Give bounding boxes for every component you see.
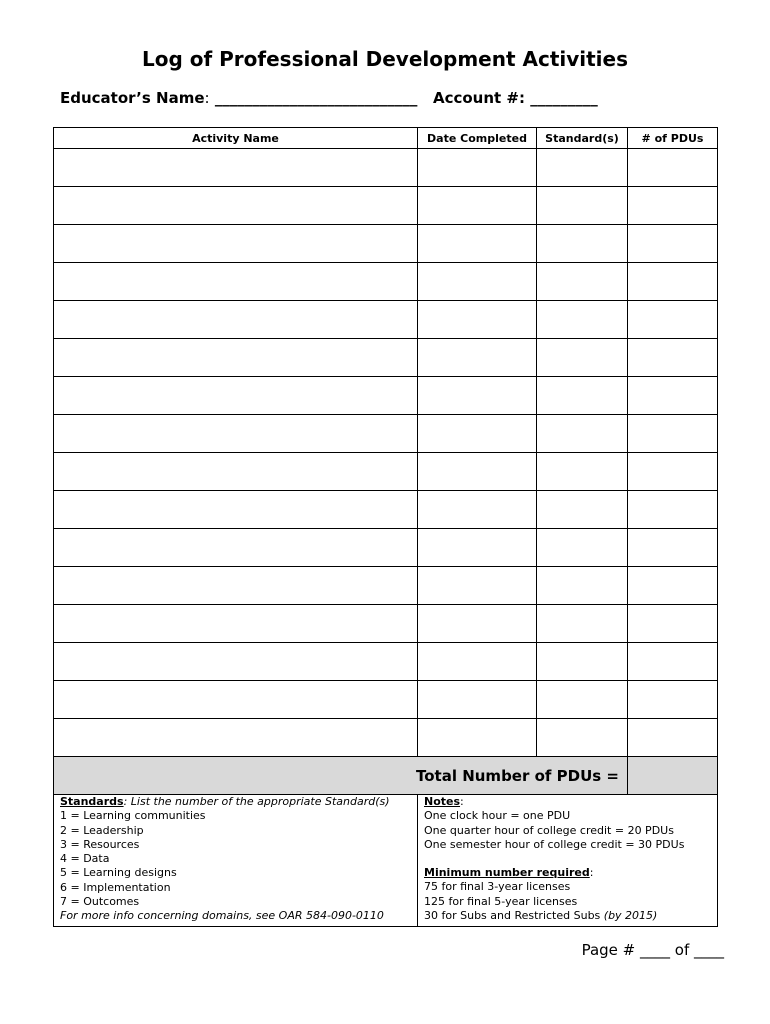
- standards-box: [54, 795, 418, 927]
- activity-name-cell[interactable]: [54, 453, 418, 491]
- standard-item: 6 = Implementation: [60, 880, 171, 894]
- table-header-row: [54, 128, 718, 149]
- table-row: [54, 377, 718, 415]
- standard-item: 3 = Resources: [60, 837, 140, 851]
- activity-name-cell[interactable]: [54, 187, 418, 225]
- date-completed-cell[interactable]: [418, 453, 537, 491]
- table-row: [54, 149, 718, 187]
- pdus-cell[interactable]: [628, 453, 718, 491]
- date-completed-cell[interactable]: [418, 187, 537, 225]
- activity-name-cell[interactable]: [54, 529, 418, 567]
- activity-log-table: [53, 127, 718, 927]
- standard-item: 4 = Data: [60, 852, 110, 866]
- table-row: [54, 681, 718, 719]
- activity-name-cell[interactable]: [54, 719, 418, 757]
- activity-name-cell[interactable]: [54, 643, 418, 681]
- educator-header: Educator’s Name: ___________________________ Account #: _________: [60, 89, 598, 107]
- date-completed-cell[interactable]: [418, 263, 537, 301]
- standards-intro: : List the number of the appropriate Standard(s): [123, 795, 390, 808]
- pdus-cell[interactable]: [628, 149, 718, 187]
- date-completed-cell[interactable]: [418, 377, 537, 415]
- pdus-cell[interactable]: [628, 529, 718, 567]
- pdus-cell[interactable]: [628, 605, 718, 643]
- minimum-label: Minimum number required: [424, 866, 590, 880]
- activity-name-cell[interactable]: [54, 339, 418, 377]
- date-completed-cell[interactable]: [418, 415, 537, 453]
- date-completed-cell[interactable]: [418, 605, 537, 643]
- pdus-cell[interactable]: [628, 643, 718, 681]
- table-row: [54, 605, 718, 643]
- standards-cell[interactable]: [537, 605, 628, 643]
- standards-cell[interactable]: [537, 415, 628, 453]
- page-number: Page # ____ of ____: [581, 941, 724, 959]
- col-standards: Standard(s): [537, 128, 628, 149]
- table-row: [54, 453, 718, 491]
- total-row: [54, 757, 718, 795]
- pdus-cell[interactable]: [628, 339, 718, 377]
- note-item: One semester hour of college credit = 30 PDUs: [424, 837, 685, 851]
- standards-cell[interactable]: [537, 377, 628, 415]
- account-field[interactable]: _________: [530, 89, 598, 107]
- standards-cell[interactable]: [537, 149, 628, 187]
- standards-cell[interactable]: [537, 719, 628, 757]
- table-row: [54, 643, 718, 681]
- date-completed-cell[interactable]: [418, 529, 537, 567]
- table-row: [54, 567, 718, 605]
- date-completed-cell[interactable]: [418, 643, 537, 681]
- pdus-cell[interactable]: [628, 491, 718, 529]
- educator-name-label: Educator’s Name: [60, 89, 205, 107]
- pdus-cell[interactable]: [628, 719, 718, 757]
- total-label: Total Number of PDUs =: [54, 757, 628, 795]
- activity-name-cell[interactable]: [54, 225, 418, 263]
- activity-log-table-wrapper: [53, 127, 718, 927]
- standards-footer: For more info concerning domains, see OAR 584-090-0110: [60, 909, 384, 923]
- activity-name-cell[interactable]: [54, 681, 418, 719]
- standards-cell[interactable]: [537, 491, 628, 529]
- pdus-cell[interactable]: [628, 225, 718, 263]
- pdus-cell[interactable]: [628, 567, 718, 605]
- total-pdus-field[interactable]: [628, 757, 718, 795]
- standards-cell[interactable]: [537, 643, 628, 681]
- note-item: One clock hour = one PDU: [424, 809, 571, 823]
- date-completed-cell[interactable]: [418, 681, 537, 719]
- pdus-cell[interactable]: [628, 263, 718, 301]
- standard-item: 1 = Learning communities: [60, 809, 206, 823]
- standard-item: 7 = Outcomes: [60, 895, 140, 909]
- page-title: Log of Professional Development Activities: [141, 47, 629, 71]
- activity-name-cell[interactable]: [54, 263, 418, 301]
- table-row: [54, 719, 718, 757]
- standard-item: 2 = Leadership: [60, 823, 144, 837]
- date-completed-cell[interactable]: [418, 301, 537, 339]
- date-completed-cell[interactable]: [418, 567, 537, 605]
- table-row: [54, 301, 718, 339]
- standards-cell[interactable]: [537, 529, 628, 567]
- minimum-item: 125 for final 5-year licenses: [424, 894, 578, 908]
- date-completed-cell[interactable]: [418, 149, 537, 187]
- standards-cell[interactable]: [537, 681, 628, 719]
- standards-cell[interactable]: [537, 339, 628, 377]
- activity-name-cell[interactable]: [54, 377, 418, 415]
- table-row: [54, 225, 718, 263]
- date-completed-cell[interactable]: [418, 719, 537, 757]
- educator-name-field[interactable]: ___________________________: [214, 89, 418, 107]
- activity-name-cell[interactable]: [54, 415, 418, 453]
- pdus-cell[interactable]: [628, 415, 718, 453]
- standards-cell[interactable]: [537, 263, 628, 301]
- notes-box: Notes: One clock hour = one PDU One quarter hour of college credit = 20 PDUs One semester hour of college credit = 30 PDUs Minimum number required: 75 for final 3-year licenses 125 for final 5-year licenses 30 for Subs and Restricted Subs (by 2015): [418, 795, 718, 927]
- col-date-completed: Date Completed: [418, 128, 537, 149]
- table-row: [54, 187, 718, 225]
- pdus-cell[interactable]: [628, 301, 718, 339]
- standards-label: Standards: [60, 795, 124, 808]
- activity-name-cell[interactable]: [54, 149, 418, 187]
- table-row: [54, 529, 718, 567]
- standards-cell[interactable]: [537, 187, 628, 225]
- standards-cell[interactable]: [537, 567, 628, 605]
- standards-cell[interactable]: [537, 453, 628, 491]
- pdus-cell[interactable]: [628, 681, 718, 719]
- pdus-cell[interactable]: [628, 187, 718, 225]
- col-pdus: # of PDUs: [628, 128, 718, 149]
- log-body: [54, 149, 718, 757]
- info-row: [54, 795, 718, 927]
- table-row: [54, 491, 718, 529]
- standards-cell[interactable]: [537, 225, 628, 263]
- activity-name-cell[interactable]: [54, 301, 418, 339]
- col-activity-name: Activity Name: [54, 128, 418, 149]
- table-row: [54, 263, 718, 301]
- table-row: [54, 339, 718, 377]
- standard-item: 5 = Learning designs: [60, 866, 177, 880]
- pdus-cell[interactable]: [628, 377, 718, 415]
- activity-name-cell[interactable]: [54, 567, 418, 605]
- minimum-item: 30 for Subs and Restricted Subs (by 2015): [424, 909, 658, 923]
- activity-name-cell[interactable]: [54, 605, 418, 643]
- date-completed-cell[interactable]: [418, 491, 537, 529]
- standards-cell[interactable]: [537, 301, 628, 339]
- table-row: [54, 415, 718, 453]
- notes-label: Notes: [424, 795, 461, 808]
- date-completed-cell[interactable]: [418, 339, 537, 377]
- note-item: One quarter hour of college credit = 20 PDUs: [424, 823, 674, 837]
- date-completed-cell[interactable]: [418, 225, 537, 263]
- activity-name-cell[interactable]: [54, 491, 418, 529]
- minimum-item: 75 for final 3-year licenses: [424, 880, 571, 894]
- account-label: Account #:: [432, 89, 525, 107]
